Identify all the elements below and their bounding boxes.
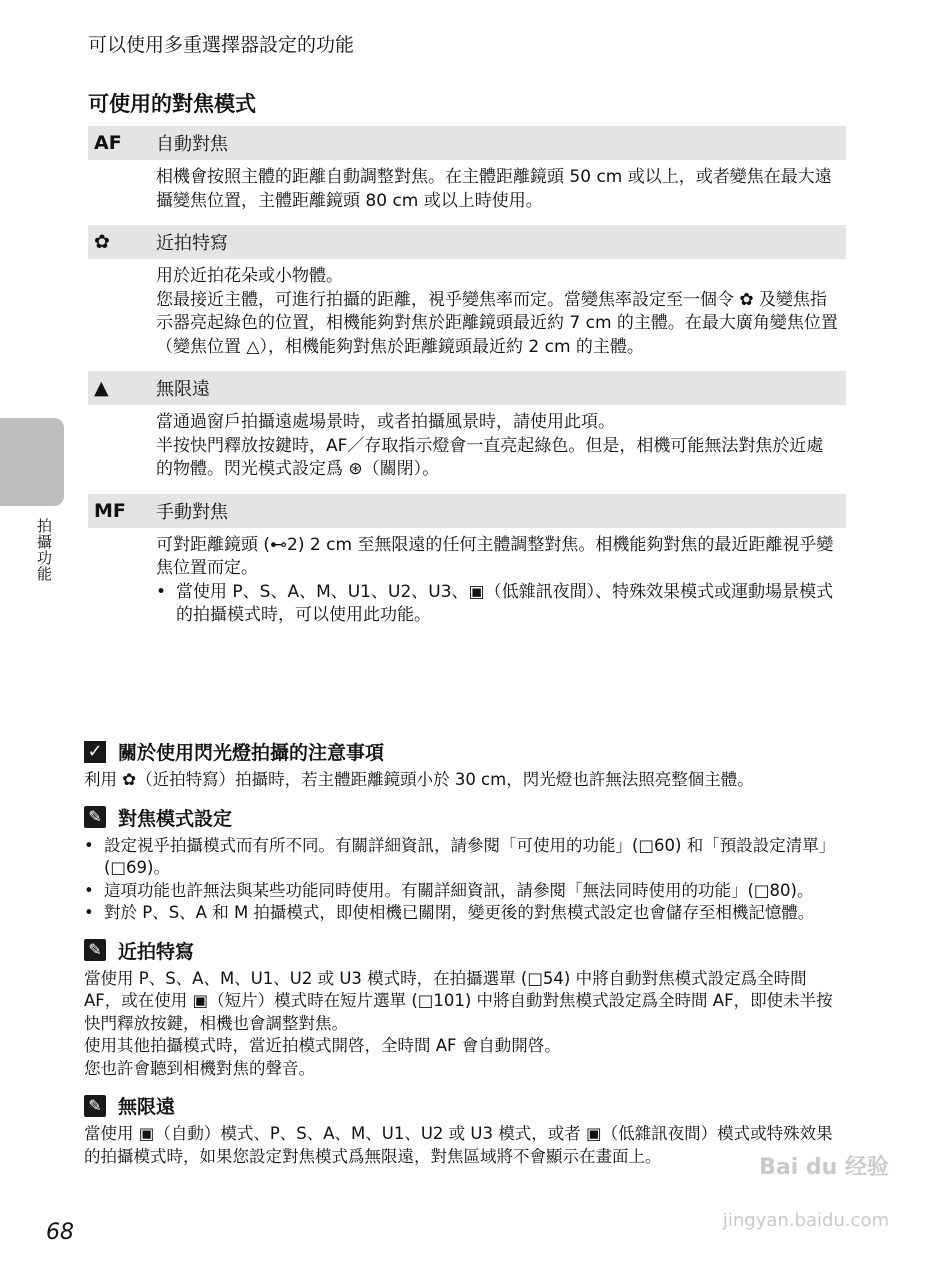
note-text: 利用 ✿（近拍特寫）拍攝時，若主體距離鏡頭小於 30 cm，閃光燈也許無法照亮整個主體。	[84, 770, 754, 789]
page-header: 可以使用多重選擇器設定的功能	[88, 34, 355, 56]
watermark-url: jingyan.baidu.com	[722, 1210, 889, 1231]
check-icon: ✓	[84, 741, 106, 763]
watermark: Bai du 经验	[759, 1155, 889, 1180]
bullet-dot: •	[156, 581, 167, 602]
note-body	[84, 1123, 848, 1168]
mode-name: 自動對焦	[156, 134, 228, 155]
side-tab	[0, 418, 64, 506]
note-body	[84, 835, 848, 925]
pencil-icon: ✎	[84, 806, 106, 828]
mode-description	[88, 405, 846, 494]
bullet-item	[156, 581, 840, 628]
bullet-text: 當使用 P、S、A、M、U1、U2、U3、▣（低雜訊夜間）、特殊效果模式或運動場景模式的拍攝模式時，可以使用此功能。	[176, 581, 834, 625]
af-icon: AF	[94, 132, 122, 154]
focus-modes-table	[88, 126, 846, 640]
note-title	[84, 804, 848, 831]
notes-section	[84, 738, 848, 1168]
note-title	[84, 738, 848, 765]
mode-description	[88, 259, 846, 371]
note-body	[84, 769, 848, 792]
note-flash	[84, 738, 848, 792]
bullet-dot: •	[84, 835, 94, 855]
mode-desc-text: 您最接近主體，可進行拍攝的距離，視乎變焦率而定。當變焦率設定至一個令 ✿ 及變焦指示器亮起綠色的位置，相機能夠對焦於距離鏡頭最近約 7 cm 的主體。在最大廣角變焦位置（變焦位置 △），相機能夠對焦於距離鏡頭最近約 2 cm 的主體。	[156, 289, 838, 357]
note-text: 當使用 ▣（自動）模式、P、S、A、M、U1、U2 或 U3 模式，或者 ▣（低雜訊夜間）模式或特殊效果的拍攝模式時，如果您設定對焦模式爲無限遠，對焦區域將不會顯示在畫面上。	[84, 1124, 833, 1166]
mode-desc-text: 半按快門釋放按鍵時，AF／存取指示燈會一直亮起綠色。但是，相機可能無法對焦於近處的物體。閃光模式設定爲 ⊛（關閉）。	[156, 435, 824, 479]
mode-description	[88, 160, 846, 225]
mf-icon: MF	[94, 499, 126, 522]
note-title	[84, 937, 848, 964]
mode-desc-text: 當通過窗戶拍攝遠處場景時，或者拍攝風景時，請使用此項。	[156, 412, 615, 432]
note-title-text: 近拍特寫	[118, 940, 195, 963]
pencil-icon: ✎	[84, 939, 106, 961]
note-text: 您也許會聽到相機對焦的聲音。	[84, 1058, 315, 1078]
note-title	[84, 1092, 848, 1119]
mode-name: 無限遠	[156, 379, 210, 400]
bullet-text: 對於 P、S、A 和 M 拍攝模式，即使相機已關閉，變更後的對焦模式設定也會儲存至相機記憶體。	[104, 903, 815, 922]
mode-name: 手動對焦	[156, 501, 228, 523]
note-body	[84, 968, 848, 1081]
bullet-item	[84, 902, 848, 925]
mode-desc-text: 用於近拍花朵或小物體。	[156, 266, 343, 286]
bullet-text: 設定視乎拍攝模式而有所不同。有關詳細資訊，請參閱「可使用的功能」(□60) 和「預設設定清單」(□69)。	[104, 835, 836, 877]
bullet-text: 這項功能也許無法與某些功能同時使用。有關詳細資訊，請參閱「無法同時使用的功能」(□80)。	[104, 880, 814, 900]
mode-description	[88, 528, 846, 640]
bullet-item	[84, 835, 848, 880]
note-infinity	[84, 1092, 848, 1168]
note-title-text: 對焦模式設定	[118, 807, 233, 830]
pencil-icon: ✎	[84, 1095, 106, 1117]
mode-row-macro	[88, 225, 846, 259]
note-title-text: 關於使用閃光燈拍攝的注意事項	[118, 742, 385, 764]
mode-row-af	[88, 126, 846, 160]
section-title: 可使用的對焦模式	[88, 92, 256, 116]
side-label: 拍攝功能	[35, 518, 53, 582]
page-number: 68	[46, 1220, 74, 1245]
bullet-dot: •	[84, 903, 94, 922]
note-text: 使用其他拍攝模式時，當近拍模式開啓，全時間 AF 會自動開啓。	[84, 1036, 561, 1055]
mode-name: 近拍特寫	[156, 233, 228, 254]
bullet-dot: •	[84, 880, 94, 900]
mode-row-infinity	[88, 371, 846, 405]
mode-desc-text: 可對距離鏡頭 (⊷2) 2 cm 至無限遠的任何主體調整對焦。相機能夠對焦的最近距離視乎變焦位置而定。	[156, 534, 834, 578]
bullet-item	[84, 880, 848, 903]
note-text: 當使用 P、S、A、M、U1、U2 或 U3 模式時，在拍攝選單 (□54) 中將自動對焦模式設定爲全時間 AF，或在使用 ▣（短片）模式時在短片選單 (□101) 中將自動對焦模式設定爲全時間 AF，即使未半按快門釋放按鍵，相機也會調整對焦。	[84, 968, 833, 1033]
flower-icon: ✿	[94, 231, 110, 253]
mode-row-mf	[88, 494, 846, 528]
mountain-icon: ▲	[94, 377, 109, 399]
note-title-text: 無限遠	[118, 1096, 176, 1118]
mode-desc-text: 相機會按照主體的距離自動調整對焦。在主體距離鏡頭 50 cm 或以上，或者變焦在最大遠攝變焦位置，主體距離鏡頭 80 cm 或以上時使用。	[156, 167, 832, 211]
note-macro	[84, 937, 848, 1081]
note-focus-settings	[84, 804, 848, 925]
